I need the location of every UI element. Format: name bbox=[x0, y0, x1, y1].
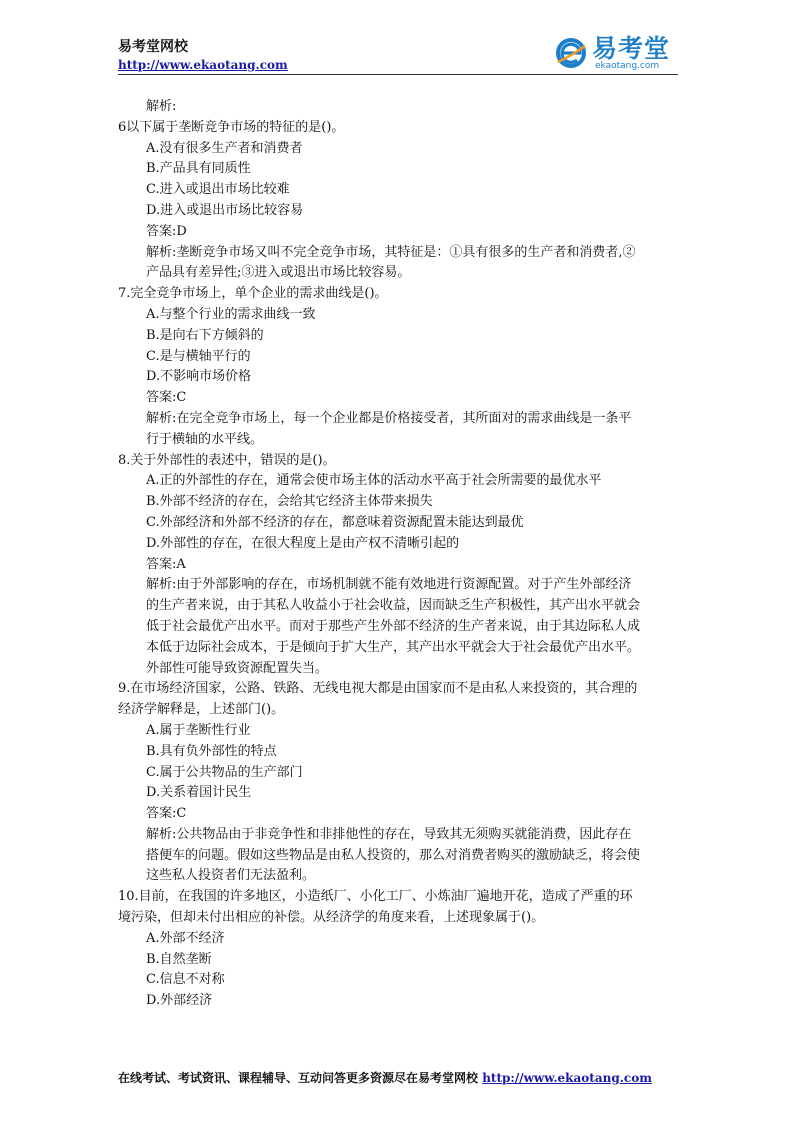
text-line: 6以下属于垄断竞争市场的特征的是()。 bbox=[118, 119, 345, 135]
text-line: 境污染，但却未付出相应的补偿。从经济学的角度来看，上述现象属于()。 bbox=[118, 910, 545, 926]
text-line: 答案:C bbox=[146, 390, 187, 406]
logo-text: 易考堂 bbox=[592, 34, 671, 63]
text-line: A.没有很多生产者和消费者 bbox=[146, 140, 303, 156]
text-line: D.不影响市场价格 bbox=[146, 369, 252, 385]
text-line: 答案:D bbox=[146, 223, 187, 239]
text-line: B.产品具有同质性 bbox=[146, 161, 251, 177]
text-line: 解析: bbox=[146, 99, 177, 114]
text-line: 解析:公共物品由于非竞争性和非排他性的存在，导致其无须购买就能消费，因此存在 bbox=[146, 826, 632, 842]
text-line: 经济学解释是，上述部门()。 bbox=[118, 702, 285, 718]
text-line: 解析:由于外部影响的存在，市场机制就不能有效地进行资源配置。对于产生外部经济 bbox=[146, 577, 632, 593]
page-footer bbox=[118, 1070, 652, 1086]
document-body bbox=[118, 97, 678, 1012]
ekaotang-logo[interactable] bbox=[554, 34, 678, 72]
text-line: C.是与横轴平行的 bbox=[146, 348, 251, 364]
text-line: 外部性可能导致资源配置失当。 bbox=[146, 660, 329, 676]
text-line: D.外部性的存在，在很大程度上是由产权不清晰引起的 bbox=[146, 535, 460, 551]
text-line: 7.完全竞争市场上，单个企业的需求曲线是()。 bbox=[118, 286, 388, 302]
footer-url-link[interactable]: http://www.ekaotang.com bbox=[482, 1071, 652, 1085]
text-line: A.属于垄断性行业 bbox=[146, 722, 251, 738]
text-line: 低于社会最优产出水平。而对于那些产生外部不经济的生产者来说，由于其边际私人成 bbox=[146, 618, 641, 634]
text-line: D.外部经济 bbox=[146, 993, 213, 1009]
text-line: B.外部不经济的存在，会给其它经济主体带来损失 bbox=[146, 494, 433, 510]
text-line: 解析:垄断竞争市场又叫不完全竞争市场，其特征是：①具有很多的生产者和消费者,② bbox=[146, 244, 636, 260]
text-line: 本低于边际社会成本，于是倾向于扩大生产，其产出水平就会大于社会最优产出水平。 bbox=[146, 639, 641, 655]
text-line: 的生产者来说，由于其私人收益小于社会收益，因而缺乏生产积极性，其产出水平就会 bbox=[146, 598, 641, 614]
site-name: 易考堂网校 bbox=[118, 39, 188, 55]
header-divider bbox=[118, 74, 678, 75]
text-line: B.自然垄断 bbox=[146, 951, 212, 967]
text-line: 行于横轴的水平线。 bbox=[146, 431, 264, 447]
e-logo-icon bbox=[554, 36, 588, 70]
text-line: A.外部不经济 bbox=[146, 930, 225, 946]
site-url-link[interactable]: http://www.ekaotang.com bbox=[118, 58, 288, 72]
text-line: A.与整个行业的需求曲线一致 bbox=[146, 306, 316, 322]
text-line: A.正的外部性的存在，通常会使市场主体的活动水平高于社会所需要的最优水平 bbox=[146, 473, 602, 489]
text-line: C.进入或退出市场比较难 bbox=[146, 182, 290, 198]
text-line: C.属于公共物品的生产部门 bbox=[146, 764, 303, 780]
text-line: 产品具有差异性;③进入或退出市场比较容易。 bbox=[146, 265, 411, 281]
text-line: D.关系着国计民生 bbox=[146, 785, 252, 801]
text-line: C.信息不对称 bbox=[146, 972, 225, 988]
text-line: B.具有负外部性的特点 bbox=[146, 743, 277, 759]
text-line: D.进入或退出市场比较容易 bbox=[146, 202, 304, 218]
text-line: 这些私人投资者们无法盈利。 bbox=[146, 868, 316, 884]
text-line: 答案:C bbox=[146, 806, 187, 822]
text-line: 9.在市场经济国家，公路、铁路、无线电视大都是由国家而不是由私人来投资的，其合理的 bbox=[118, 681, 638, 697]
text-line: B.是向右下方倾斜的 bbox=[146, 327, 264, 343]
logo-subtext: ekaotang.com bbox=[595, 61, 660, 71]
text-line: 搭便车的问题。假如这些物品是由私人投资的，那么对消费者购买的激励缺乏，将会使 bbox=[146, 847, 641, 863]
text-line: 10.目前，在我国的许多地区，小造纸厂、小化工厂、小炼油厂遍地开花，造成了严重的环 bbox=[118, 889, 633, 905]
text-line: 8.关于外部性的表述中，错误的是()。 bbox=[118, 452, 336, 468]
text-line: 答案:A bbox=[146, 556, 186, 572]
text-line: C.外部经济和外部不经济的存在，都意味着资源配置未能达到最优 bbox=[146, 514, 524, 530]
text-line: 解析:在完全竞争市场上，每一个企业都是价格接受者，其所面对的需求曲线是一条平 bbox=[146, 410, 632, 426]
footer-text: 在线考试、考试资讯、课程辅导、互动问答更多资源尽在易考堂网校 bbox=[118, 1071, 483, 1085]
